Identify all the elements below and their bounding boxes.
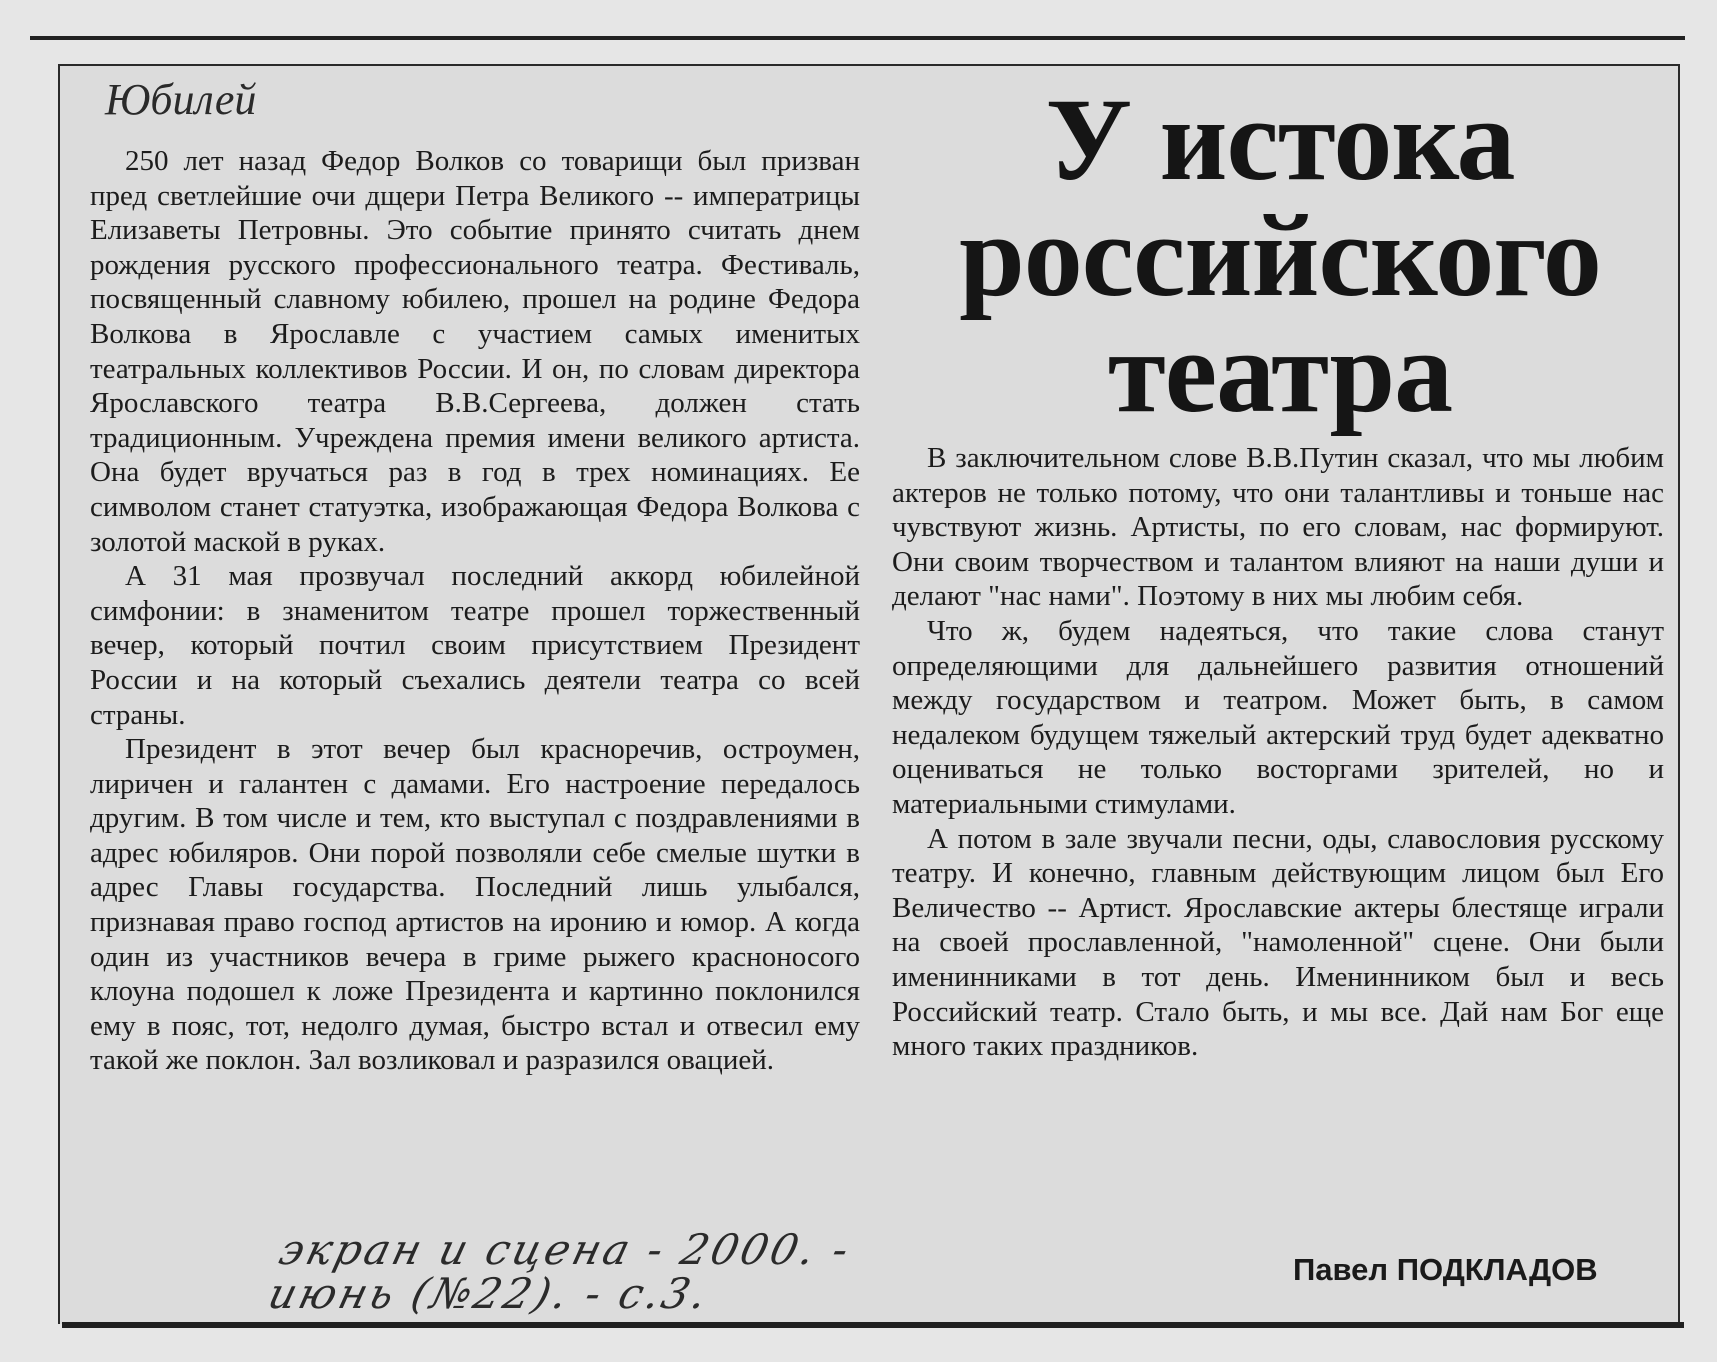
article-paragraph: Президент в этот вечер был красноречив, остроумен, лиричен и галантен с дамами. Его настроение передалось другим. В том числе и тем, кто выступал с поздравлениями в адрес юбиляров. Они порой позволяли себе смелые шутки в адрес Главы государства. Последний лишь улыбался, признавая право господ артистов на иронию и юмор. А когда один из участников вечера в гриме рыжего красноносого клоуна подошел к ложе Президента и картинно поклонился ему в пояс, тот, недолго думая, быстро встал и отвесил ему такой же поклон. Зал возликовал и разразился овацией. <box>90 733 860 1077</box>
handwritten-line: июнь (№22). - с.3. <box>263 1269 715 1318</box>
article-paragraph: А 31 мая прозвучал последний аккорд юбилейной симфонии: в знаменитом театре прошел торжественный вечер, который почтил своим присутствием Президент России и на который съехались деятели театра со всей страны. <box>90 560 860 731</box>
top-rule <box>30 36 1685 40</box>
handwritten-line: экран и сцена - 2000. - <box>274 1225 857 1274</box>
headline-line: У истока <box>1045 74 1515 205</box>
left-column <box>90 144 860 1078</box>
rubric-label: Юбилей <box>105 75 257 124</box>
handwritten-source-note <box>263 1225 857 1318</box>
headline-line: российского <box>959 190 1601 321</box>
bottom-rule <box>62 1322 1684 1328</box>
article-paragraph: Что ж, будем надеяться, что такие слова станут определяющими для дальнейшего развития отношений между государством и театром. Может быть, в самом недалеком будущем тяжелый актерский труд будет адекватно оцениваться не только восторгами зрителей, но и материальными стимулами. <box>892 614 1664 820</box>
right-column <box>892 441 1664 1064</box>
article-paragraph: В заключительном слове В.В.Путин сказал, что мы любим актеров не только потому, что они талантливы и тоньше нас чувствуют жизнь. Артисты, по его словам, нас формируют. Они своим творчеством и талантом влияют на наши души и делают "нас нами". Поэтому в них мы любим себя. <box>892 442 1664 613</box>
article-headline <box>880 74 1680 437</box>
headline-line: театра <box>1107 306 1453 437</box>
author-byline: Павел ПОДКЛАДОВ <box>1293 1252 1598 1287</box>
article-paragraph: А потом в зале звучали песни, оды, славословия русскому театру. И конечно, главным действующим лицом был Его Величество -- Артист. Ярославские актеры блестяще играли на своей прославленной, "намоленной" сцене. Они были именинниками в тот день. Именинником был и весь Российский театр. Стало быть, и мы все. Дай нам Бог еще много таких праздников. <box>892 822 1664 1063</box>
article-paragraph: 250 лет назад Федор Волков со товарищи был призван пред светлейшие очи дщери Петра Великого -- императрицы Елизаветы Петровны. Это событие принято считать днем рождения русского профессионального театра. Фестиваль, посвященный славному юбилею, прошел на родине Федора Волкова в Ярославле с участием самых именитых театральных коллективов России. И он, по словам директора Ярославского театра В.В.Сергеева, должен стать традиционным. Учреждена премия имени великого артиста. Она будет вручаться раз в год в трех номинациях. Ее символом станет статуэтка, изображающая Федора Волкова с золотой маской в руках. <box>90 145 860 558</box>
